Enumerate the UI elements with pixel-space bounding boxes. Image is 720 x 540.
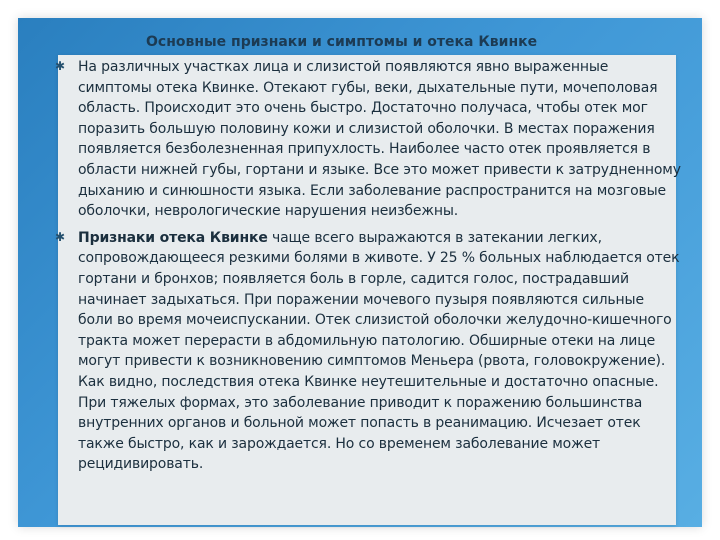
- bullet-text: [78, 228, 682, 475]
- star-bullet-icon: ✱: [55, 229, 66, 244]
- bullet-lead: Признаки отека Квинке: [78, 229, 268, 246]
- bullet-list: [50, 57, 682, 481]
- bullet-body: чаще всего выражаются в затекании легких, сопровождающееся резкими болями в животе. У 25 % больных наблюдается отек гортани и бронхов; появляется боль в горле, садится голос, пострадавший начинает задыхаться. При поражении мочевого пузыря появляются сильные боли во время мочеиспускании. Отек слизистой оболочки желудочно-кишечного тракта может перерасти в абдомильную патологию. Обширные отеки на лице могут привести к возникновению симптомов Меньера (рвота, головокружение). Как видно, последствия отека Квинке неутешительные и достаточно опасные. При тяжелых формах, это заболевание приводит к поражению большинства внутренних органов и больной может попасть в реанимацию. Исчезает отек также быстро, как и зарождается. Но со временем заболевание может рецидивировать.: [78, 229, 680, 473]
- star-bullet-icon: ✱: [55, 59, 66, 73]
- list-item: [50, 57, 682, 222]
- bullet-text: На различных участках лица и слизистой появляются явно выраженные симптомы отека Квинке. Отекают губы, веки, дыхательные пути, мочеполовая область. Происходит это очень быстро. Достаточно получаса, чтобы отек мог поразить большую половину кожи и слизистой оболочки. В местах поражения появляется безболезненная припухлость. Наиболее часто отек проявляется в области нижней губы, гортани и языке. Все это может привести к затрудненному дыханию и синюшности языка. Если заболевание распространится на мозговые оболочки, неврологические нарушения неизбежны.: [78, 59, 681, 220]
- list-item: [50, 228, 682, 475]
- slide-title: Основные признаки и симптомы и отека Квинке: [146, 34, 538, 50]
